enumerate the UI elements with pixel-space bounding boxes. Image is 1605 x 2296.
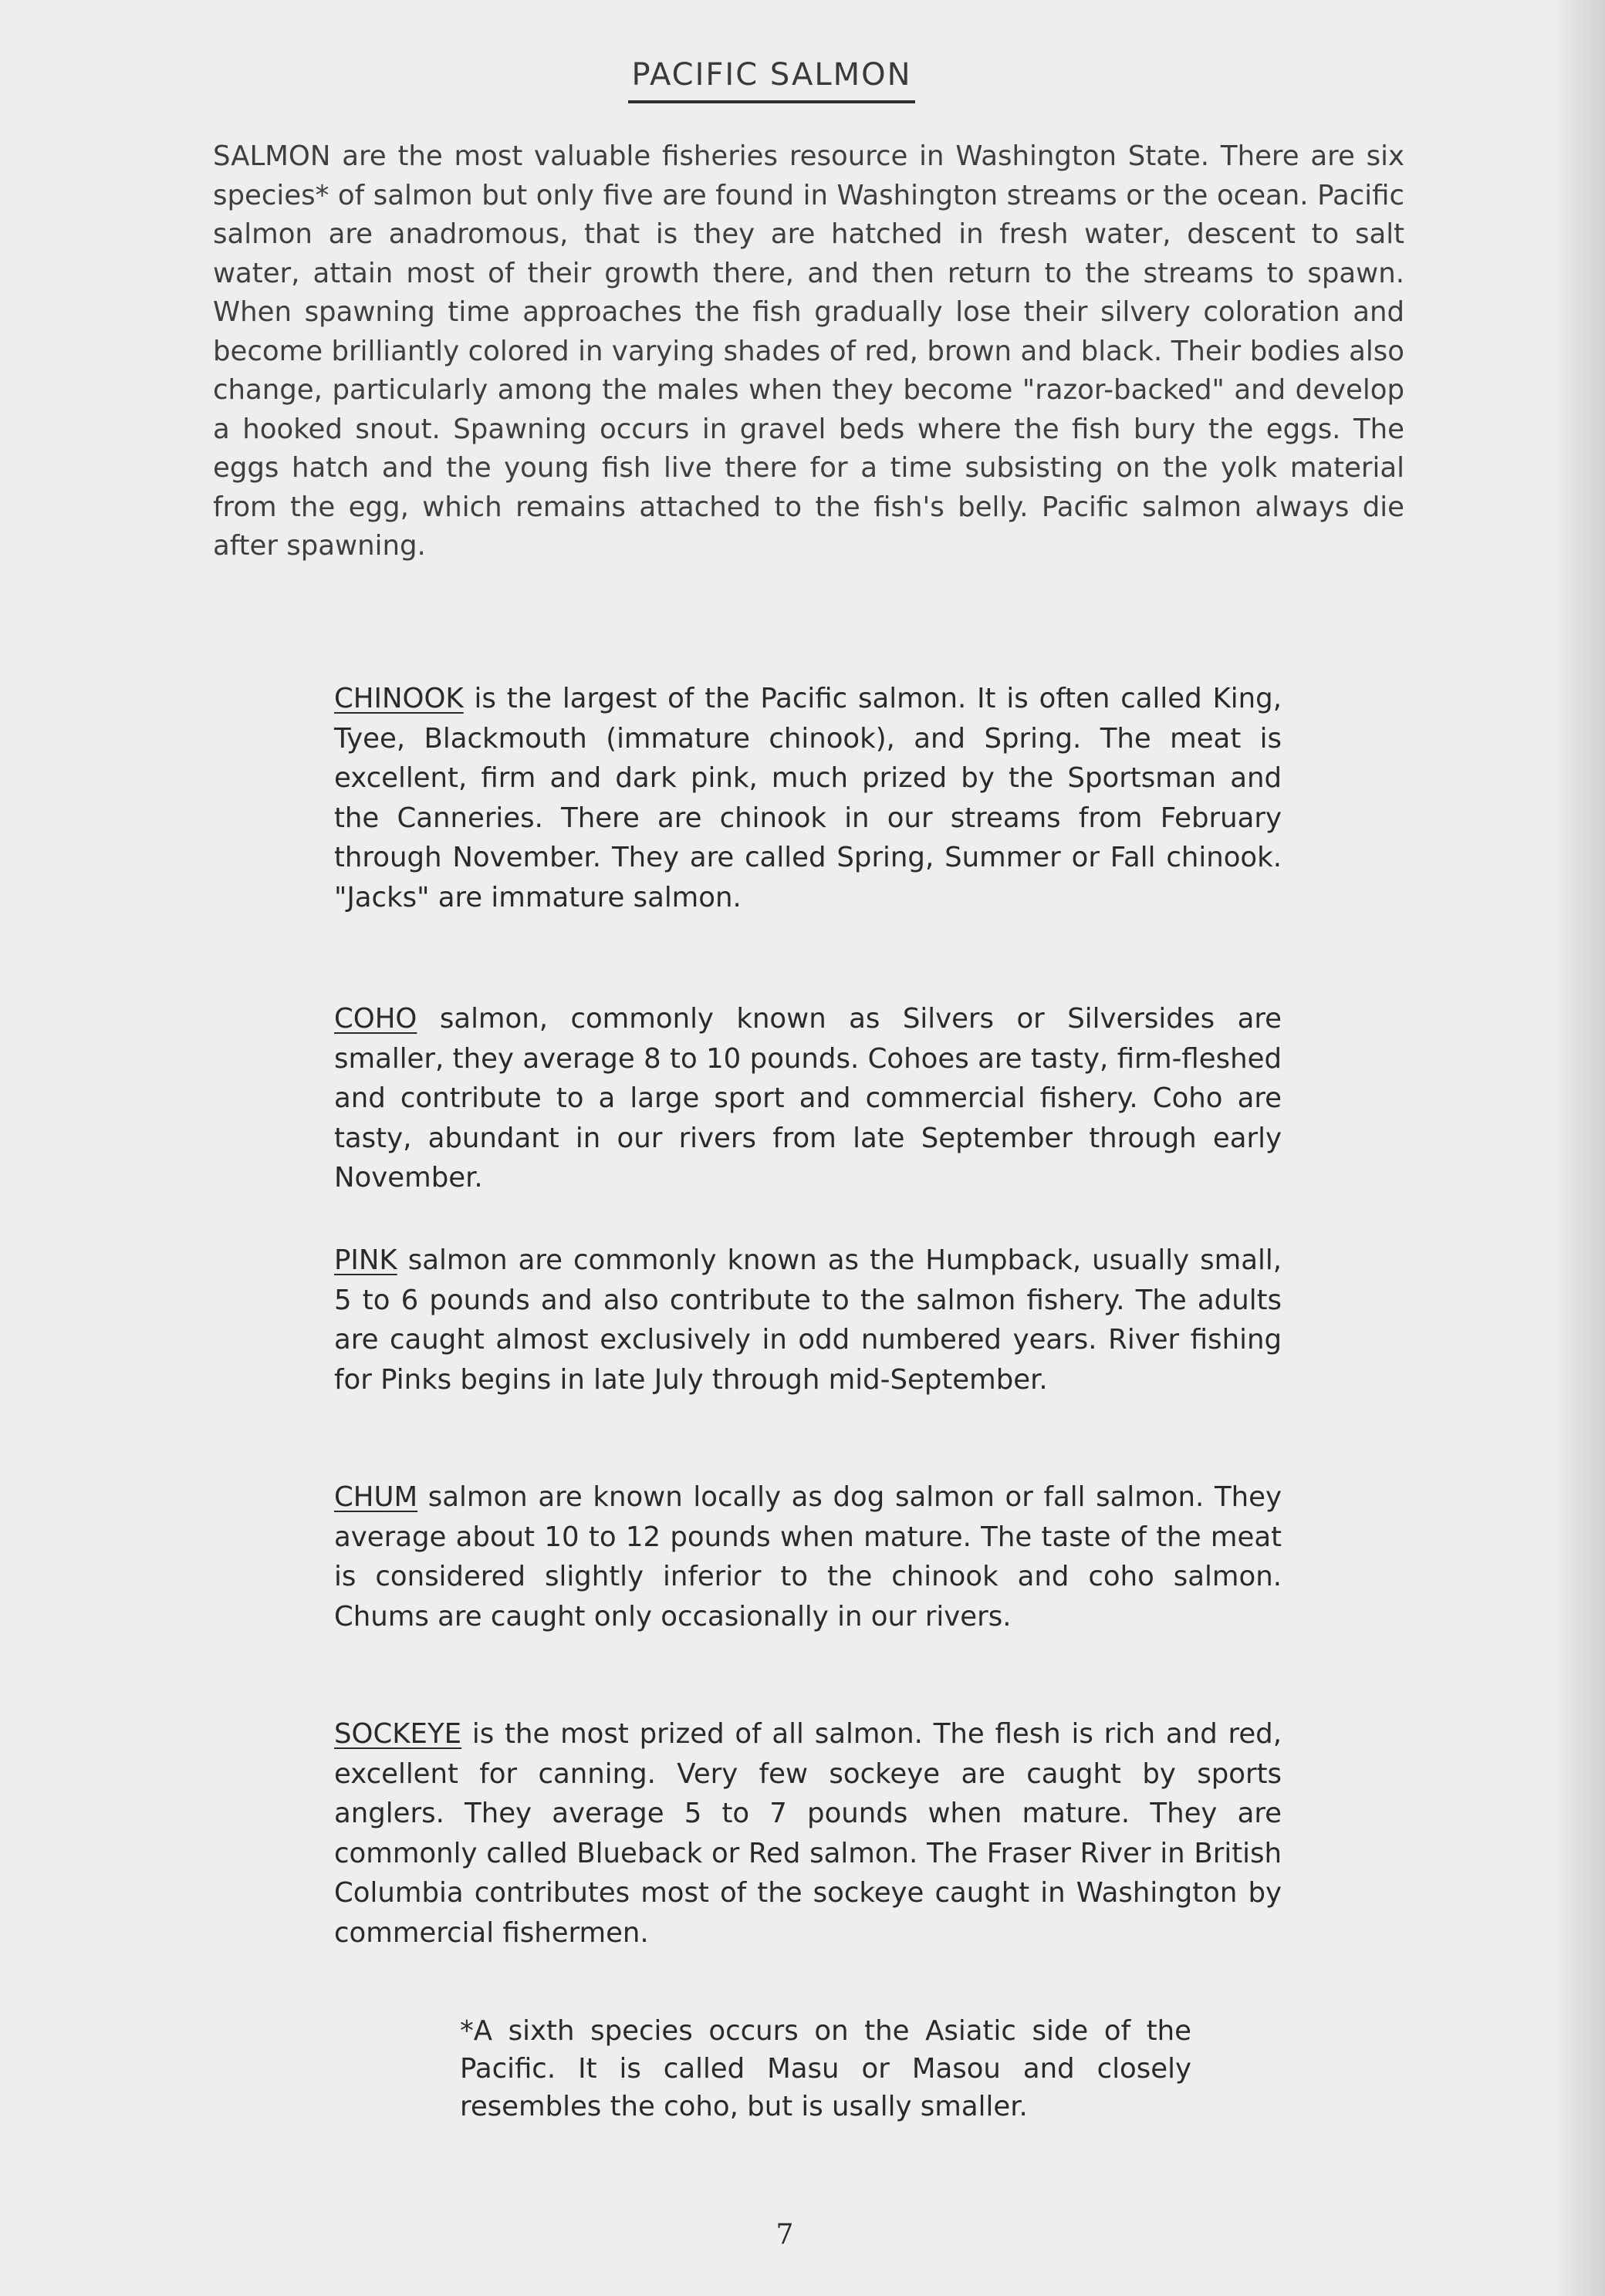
species-paragraph-sockeye: [334, 1714, 1282, 1953]
page-title: [0, 57, 1543, 103]
binding-edge: [1593, 0, 1594, 2296]
species-name-chum: CHUM: [334, 1481, 418, 1513]
species-text-pink: salmon are commonly known as the Humpback, usually small, 5 to 6 pounds and also contribute to the salmon fishery. The adults are caught almost exclusively in odd numbered years. River fishing for Pinks begins in late July through mid-September.: [334, 1244, 1282, 1396]
intro-paragraph: SALMON are the most valuable fisheries resource in Washington State. There are six species* of salmon but only five are found in Washington streams or the ocean. Pacific salmon are anadromous, that is they are hatched in fresh water, descent to salt water, attain most of their growth there, and then return to the streams to spawn. When spawning time approaches the fish gradually lose their silvery coloration and become brilliantly colored in varying shades of red, brown and black. Their bodies also change, particularly among the males when they become "razor-backed" and develop a hooked snout. Spawning occurs in gravel beds where the fish bury the eggs. The eggs hatch and the young fish live there for a time subsisting on the yolk material from the egg, which remains attached to the fish's belly. Pacific salmon always die after spawning.: [213, 140, 1404, 562]
species-paragraph-pink: [334, 1241, 1282, 1400]
species-text-chum: salmon are known locally as dog salmon or fall salmon. They average about 10 to 12 pounds when mature. The taste of the meat is considered slightly inferior to the chinook and coho salmon. Chums are caught only occasionally in our rivers.: [334, 1481, 1282, 1633]
species-name-sockeye: SOCKEYE: [334, 1718, 462, 1750]
species-paragraph-chinook: [334, 679, 1282, 917]
footnote: *A sixth species occurs on the Asiatic side of the Pacific. It is called Masu or Masou and closely resembles the coho, but is usally smaller.: [460, 2015, 1191, 2122]
species-paragraph-coho: [334, 999, 1282, 1198]
species-name-chinook: CHINOOK: [334, 683, 464, 714]
binding-shadow: [1551, 0, 1605, 2296]
species-text-sockeye: is the most prized of all salmon. The flesh is rich and red, excellent for canning. Very few sockeye are caught by sports anglers. They average 5 to 7 pounds when mature. They are commonly called Blueback or Red salmon. The Fraser River in British Columbia contributes most of the sockeye caught in Washington by commercial fishermen.: [334, 1718, 1282, 1949]
species-name-pink: PINK: [334, 1244, 397, 1276]
species-text-coho: salmon, commonly known as Silvers or Silversides are smaller, they average 8 to 10 pounds. Cohoes are tasty, firm-fleshed and contribute to a large sport and commercial fishery. Coho are tasty, abundant in our rivers from late September through early November.: [334, 1003, 1282, 1194]
species-name-coho: COHO: [334, 1003, 417, 1035]
page-number: 7: [775, 2219, 794, 2250]
species-paragraph-chum: [334, 1477, 1282, 1636]
species-text-chinook: is the largest of the Pacific salmon. It is often called King, Tyee, Blackmouth (immature chinook), and Spring. The meat is excellent, firm and dark pink, much prized by the Sportsman and the Canneries. There are chinook in our streams from February through November. They are called Spring, Summer or Fall chinook. "Jacks" are immature salmon.: [334, 683, 1282, 913]
page-title-text: PACIFIC SALMON: [628, 57, 914, 103]
